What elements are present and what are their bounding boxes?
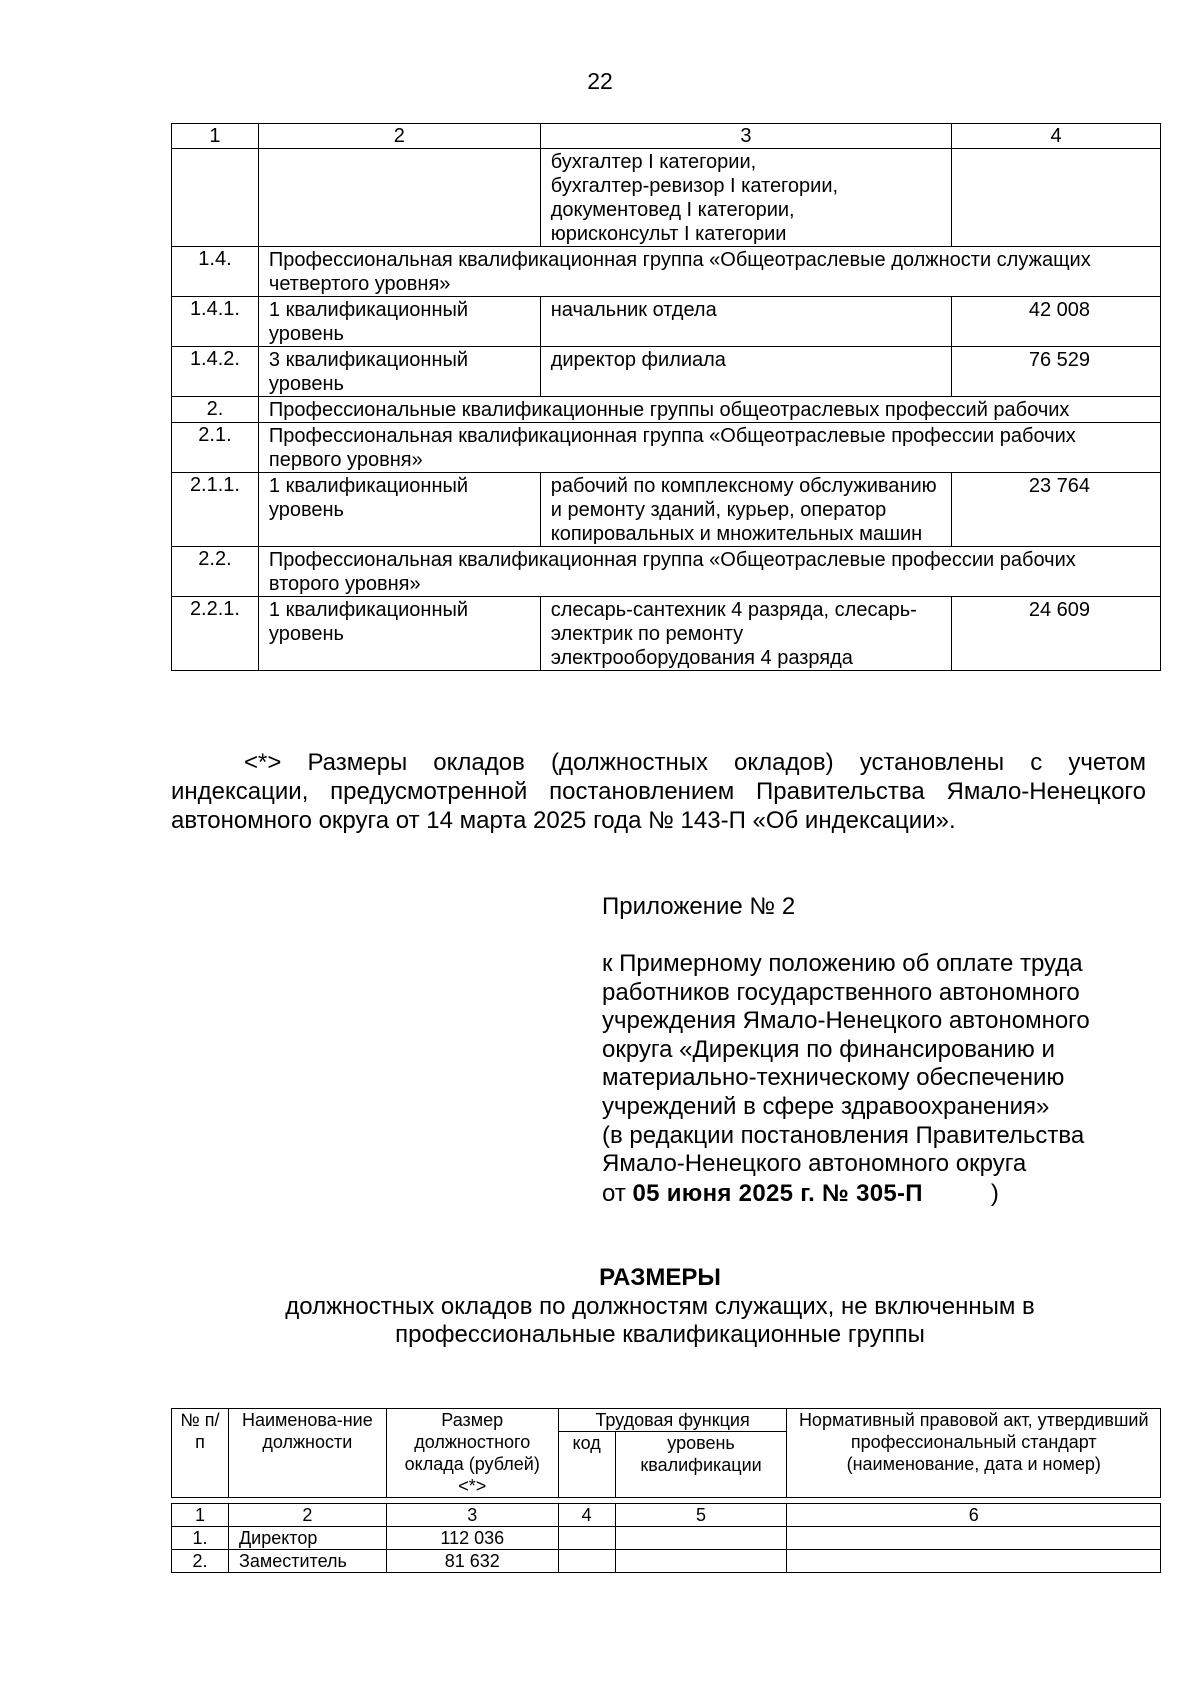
table-row bbox=[172, 397, 1161, 423]
salary-value: 23 764 bbox=[952, 473, 1161, 547]
positions-cell: директор филиала bbox=[540, 347, 952, 397]
salary-table-header bbox=[171, 1408, 1161, 1498]
position-name: Заместитель bbox=[228, 1550, 386, 1573]
row-number: 1.4. bbox=[172, 247, 259, 297]
header-labor-function: Трудовая функция bbox=[558, 1409, 787, 1432]
positions-cell: начальник отдела bbox=[540, 297, 952, 347]
qualification-level: 3 квалификационный уровень bbox=[258, 347, 540, 397]
resolution-reference: от 05 июня 2025 г. № 305-П ) bbox=[602, 1180, 999, 1207]
row-number: 2. bbox=[172, 397, 259, 423]
group-title: Профессиональная квалификационная группа «Общеотраслевые должности служащих четвертого уровня» bbox=[258, 247, 1160, 297]
row-number: 1.4.1. bbox=[172, 297, 259, 347]
qualification-level: 1 квалификационный уровень bbox=[258, 297, 540, 347]
row-number: 2.2.1. bbox=[172, 597, 259, 671]
positions-cell: бухгалтер I категории, бухгалтер-ревизор I категории, документовед I категории, юрисконсульт I категории bbox=[540, 149, 952, 247]
table-row bbox=[172, 247, 1161, 297]
footnote-paragraph: <*> Размеры окладов (должностных окладов) установлены с учетом индексации, предусмотренной постановлением Правительства Ямало-Ненецкого автономного округа от 14 марта 2025 года № 143-П «Об индексации». bbox=[171, 749, 1146, 834]
section-title: РАЗМЕРЫ bbox=[599, 1264, 721, 1291]
salary-value: 42 008 bbox=[952, 297, 1161, 347]
header-qualification-level: уровень квалификации bbox=[615, 1432, 787, 1498]
table-row bbox=[172, 423, 1161, 473]
salary-value: 76 529 bbox=[952, 347, 1161, 397]
qualification-level: 1 квалификационный уровень bbox=[258, 597, 540, 671]
position-name: Директор bbox=[228, 1527, 386, 1550]
positions-cell: рабочий по комплексному обслуживанию и ремонту зданий, курьер, оператор копировальных и множительных машин bbox=[540, 473, 952, 547]
salary-table-body bbox=[171, 1503, 1161, 1573]
table-header-row bbox=[172, 124, 1161, 149]
salary-value: 24 609 bbox=[952, 597, 1161, 671]
group-title: Профессиональная квалификационная группа «Общеотраслевые профессии рабочих первого уровня» bbox=[258, 423, 1160, 473]
table-row bbox=[172, 347, 1161, 397]
row-number: 2. bbox=[172, 1550, 229, 1573]
row-number: 2.2. bbox=[172, 547, 259, 597]
annex-description: к Примерному положению об оплате труда работников государственного автономного учреждения Ямало-Ненецкого автономного округа «Дирекция по финансированию и материально-техническому обеспечению учреждений в сфере здравоохранения» (в редакции постановления Правительства Ямало-Ненецкого автономного округа bbox=[602, 950, 1090, 1178]
table-row bbox=[172, 597, 1161, 671]
row-number: 2.1.1. bbox=[172, 473, 259, 547]
group-title: Профессиональные квалификационные группы общеотраслевых профессий рабочих bbox=[258, 397, 1160, 423]
group-title: Профессиональная квалификационная группа «Общеотраслевые профессии рабочих второго уровня» bbox=[258, 547, 1160, 597]
table-row bbox=[172, 149, 1161, 247]
column-number-3: 3 bbox=[540, 124, 952, 149]
table-row bbox=[172, 1527, 1161, 1550]
annex-title: Приложение № 2 bbox=[602, 893, 796, 920]
table-row bbox=[172, 1550, 1161, 1573]
page-number: 22 bbox=[587, 68, 613, 94]
positions-cell: слесарь-сантехник 4 разряда, слесарь-электрик по ремонту электрооборудования 4 разряда bbox=[540, 597, 952, 671]
header-code: код bbox=[558, 1432, 615, 1498]
salary-value: 112 036 bbox=[386, 1527, 558, 1550]
resolution-date-number: 05 июня 2025 г. № 305-П bbox=[632, 1180, 923, 1207]
section-subtitle: должностных окладов по должностям служащих, не включенным в профессиональные квалификационные группы bbox=[285, 1293, 1035, 1348]
salary-table-professional-groups bbox=[171, 123, 1161, 671]
column-number-1: 1 bbox=[172, 124, 259, 149]
table-row bbox=[172, 297, 1161, 347]
header-number: № п/п bbox=[172, 1409, 229, 1498]
row-number: 1. bbox=[172, 1527, 229, 1550]
column-number-2: 2 bbox=[258, 124, 540, 149]
header-legal-act: Нормативный правовой акт, утвердивший профессиональный стандарт (наименование, дата и номер) bbox=[787, 1409, 1161, 1498]
table-column-numbers-row: 1 2 3 4 5 6 bbox=[172, 1504, 1161, 1527]
row-number: 2.1. bbox=[172, 423, 259, 473]
table-row bbox=[172, 473, 1161, 547]
header-position-name: Наименова-ние должности bbox=[228, 1409, 386, 1498]
row-number: 1.4.2. bbox=[172, 347, 259, 397]
header-salary-size: Размер должностного оклада (рублей) <*> bbox=[386, 1409, 558, 1498]
column-number-4: 4 bbox=[952, 124, 1161, 149]
qualification-level: 1 квалификационный уровень bbox=[258, 473, 540, 547]
salary-value: 81 632 bbox=[386, 1550, 558, 1573]
table-row bbox=[172, 547, 1161, 597]
